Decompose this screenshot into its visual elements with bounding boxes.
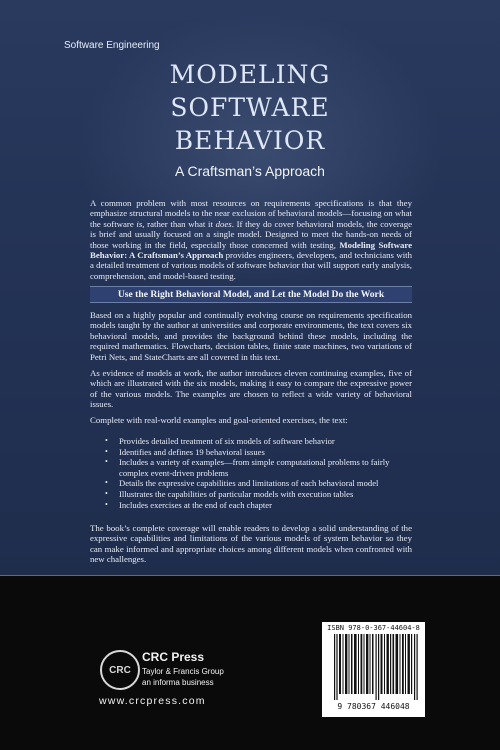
bullet-item <box>105 447 405 457</box>
bullet-text: Identifies and defines 19 behavioral issues <box>119 446 265 457</box>
paragraph-course: Based on a highly popular and continually evolving course on requirements specification models taught by the author at universities and corporate environments, the text covers six behavioral models, and provides the background behind these models, including the required mathematics. Flowcharts, decision tables, finite state machines, two variations of Petri Nets, and StateCharts are all covered in this text. <box>90 310 412 362</box>
bullet-dot-icon: • <box>105 436 108 445</box>
desc-text-2: , rather than what it <box>142 218 216 229</box>
paragraph-complete: Complete with real-world examples and goal-oriented exercises, the text: <box>90 415 348 425</box>
bullet-item <box>105 457 405 477</box>
publisher-url: www.crcpress.com <box>99 695 206 707</box>
paragraph-examples: As evidence of models at work, the author introduces eleven continuing examples, five of which are illustrated with the six models, making it easy to compare the expressive power of the various models. The examples are chosen to reflect a wide variety of behavioral issues. <box>90 368 412 410</box>
title-line-2: SOFTWARE <box>170 93 330 122</box>
publisher-group: Taylor & Francis Group <box>142 667 224 676</box>
bullet-dot-icon: • <box>105 499 108 509</box>
desc-text-3: . If they do cover behavioral models, the coverage is brief and usually focused on a single model. Designed to meet the hands-on needs of those working in the field, especially those concerned with testing, <box>90 218 412 250</box>
bullet-dot-icon: • <box>105 489 108 499</box>
desc-italic-is: is <box>136 218 143 229</box>
bullet-dot-icon: • <box>105 457 108 467</box>
desc-text-4: provides engineers, developers, and technicians with a detailed treatment of various models of software behavior that will support early analysis, comprehension, and model-based testing. <box>90 250 412 281</box>
bullet-item <box>105 489 405 499</box>
title-line-3: BEHAVIOR <box>174 126 326 155</box>
bullet-text: Details the expressive capabilities and limitations of each behavioral model <box>119 478 379 489</box>
barcode-icon <box>334 634 420 700</box>
bullet-item <box>105 436 405 446</box>
paragraph-closing: The book’s complete coverage will enable readers to develop a solid understanding of the expressive capabilities and limitations of the various models of system behavior so they can make informed and appropriate choices among different models when confronted with new challenges. <box>90 523 412 565</box>
headline-banner: Use the Right Behavioral Model, and Let the Model Do the Work <box>90 286 412 303</box>
barcode-number: 9 780367 446048 <box>337 702 410 711</box>
series-label: Software Engineering <box>64 40 160 51</box>
bullet-text: Illustrates the capabilities of particular models with execution tables <box>119 489 354 500</box>
feature-bullet-list <box>105 436 405 510</box>
bullet-text: Provides detailed treatment of six models of software behavior <box>119 436 335 446</box>
desc-bold-title: Modeling Software Behavior: A Craftsman’s Approach <box>90 239 412 261</box>
publisher-block <box>142 650 224 687</box>
publisher-sub: an informa business <box>142 678 214 687</box>
title-line-1: MODELING <box>169 60 331 89</box>
bullet-item <box>105 478 405 488</box>
bullet-text: Includes a variety of examples—from simple computational problems to fairly complex event-driven problems <box>119 457 390 478</box>
isbn-label: ISBN 978-0-367-44604-8 <box>327 624 420 632</box>
description-paragraph <box>90 198 412 281</box>
bullet-dot-icon: • <box>105 446 108 456</box>
bullet-text: Includes exercises at the end of each chapter <box>119 499 272 510</box>
desc-italic-does: does <box>215 218 232 229</box>
bullet-dot-icon: • <box>105 478 108 488</box>
bullet-item <box>105 500 405 510</box>
isbn-barcode <box>322 622 425 717</box>
subtitle: A Craftsman’s Approach <box>175 163 325 179</box>
desc-text-1: A common problem with most resources on requirements specifications is that they emphasize structural models to the near exclusion of behavioral models—focusing on what the software <box>90 198 412 229</box>
crc-logo-icon: CRC <box>100 650 140 690</box>
publisher-name: CRC Press <box>142 650 205 664</box>
